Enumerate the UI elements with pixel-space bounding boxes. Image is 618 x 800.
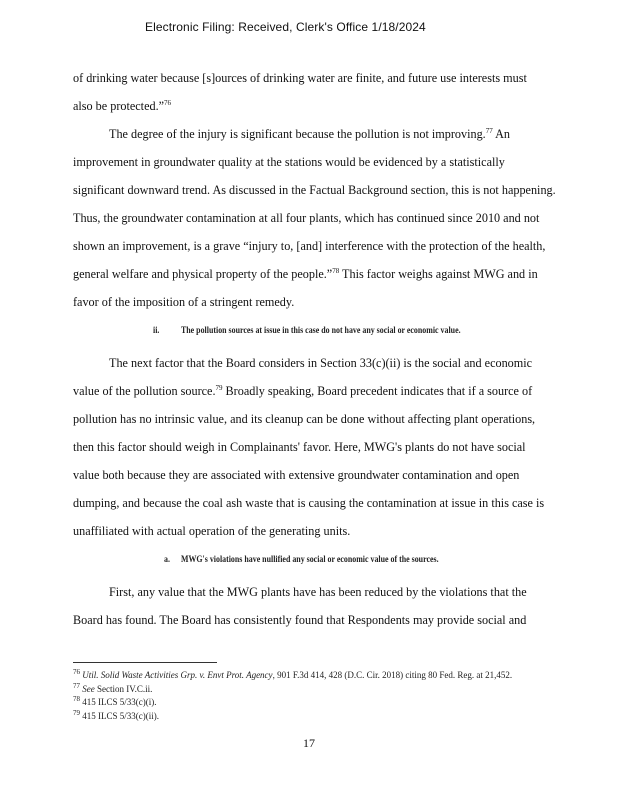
subheading-a-number: a. [164,554,170,564]
body-line: improvement in groundwater quality at the stations would be evidenced by a statistically [73,155,505,169]
subheading-a-text: MWG's violations have nullified any social or economic value of the sources. [181,554,439,564]
body-line: also be protected.”$^{76}$ [73,99,172,114]
body-line: unaffiliated with actual operation of the generating units. [73,524,351,538]
body-line: of drinking water because [s]ources of drinking water are finite, and future use interests must [73,71,527,85]
body-line: value of the pollution source.$^{79}$ Broadly speaking, Board precedent indicates that if a source of [73,384,533,399]
footnote-separator [73,662,217,663]
body-line: then this factor should weigh in Complainants' favor. Here, MWG's plants do not have social [73,440,526,454]
footnote-76: $^{76}$ Util. Solid Waste Activities Grp. v. Envt Prot. Agency, 901 F.3d 414, 428 (D.C. Cir. 2018) citing 80 Fed. Reg. at 21,452. [73,668,513,680]
body-line: pollution has no intrinsic value, and its cleanup can be done without affecting plant operations, [73,412,536,426]
footnote-mark-76: 76 [164,99,172,107]
body-line: value both because they are associated with extensive groundwater contamination and open [73,468,520,482]
body-line: First, any value that the MWG plants have has been reduced by the violations that the [109,585,527,599]
page-number: 17 [303,736,315,750]
footnote-mark-79: 79 [215,384,223,392]
body-line: shown an improvement, is a grave “injury to, [and] interference with the protection of the health, [73,239,546,253]
body-line: Board has found. The Board has consistently found that Respondents may provide social and [73,613,527,627]
subheading-ii-text: The pollution sources at issue in this case do not have any social or economic value. [181,325,461,335]
footnote-mark-78: 78 [332,267,340,275]
footnote-78: $^{78}$ 415 ILCS 5/33(c)(i). [73,695,157,708]
body-line: Thus, the groundwater contamination at all four plants, which has continued since 2010 and not [73,211,540,225]
footnote-77: $^{77}$ See Section IV.C.ii. [73,681,153,694]
body-line: general welfare and physical property of the people.”$^{78}$ This factor weighs against MWG and in [73,267,538,282]
body-line: significant downward trend. As discussed in the Factual Background section, this is not happening. [73,183,556,197]
footnotes [73,667,573,721]
body-line: favor of the imposition of a stringent remedy. [73,295,295,309]
body-line: dumping, and because the coal ash waste that is causing the contamination at issue in this case is [73,496,545,510]
footnote-79: $^{79}$ 415 ILCS 5/33(c)(ii). [73,708,159,721]
subheading-ii-number: ii. [153,325,160,335]
efiling-header: Electronic Filing: Received, Clerk's Office 1/18/2024 [145,20,426,34]
body-line: The degree of the injury is significant because the pollution is not improving.$^{77}$ An [109,127,510,142]
body-line: The next factor that the Board considers in Section 33(c)(ii) is the social and economic [109,356,533,370]
footnote-mark-77: 77 [485,127,493,135]
